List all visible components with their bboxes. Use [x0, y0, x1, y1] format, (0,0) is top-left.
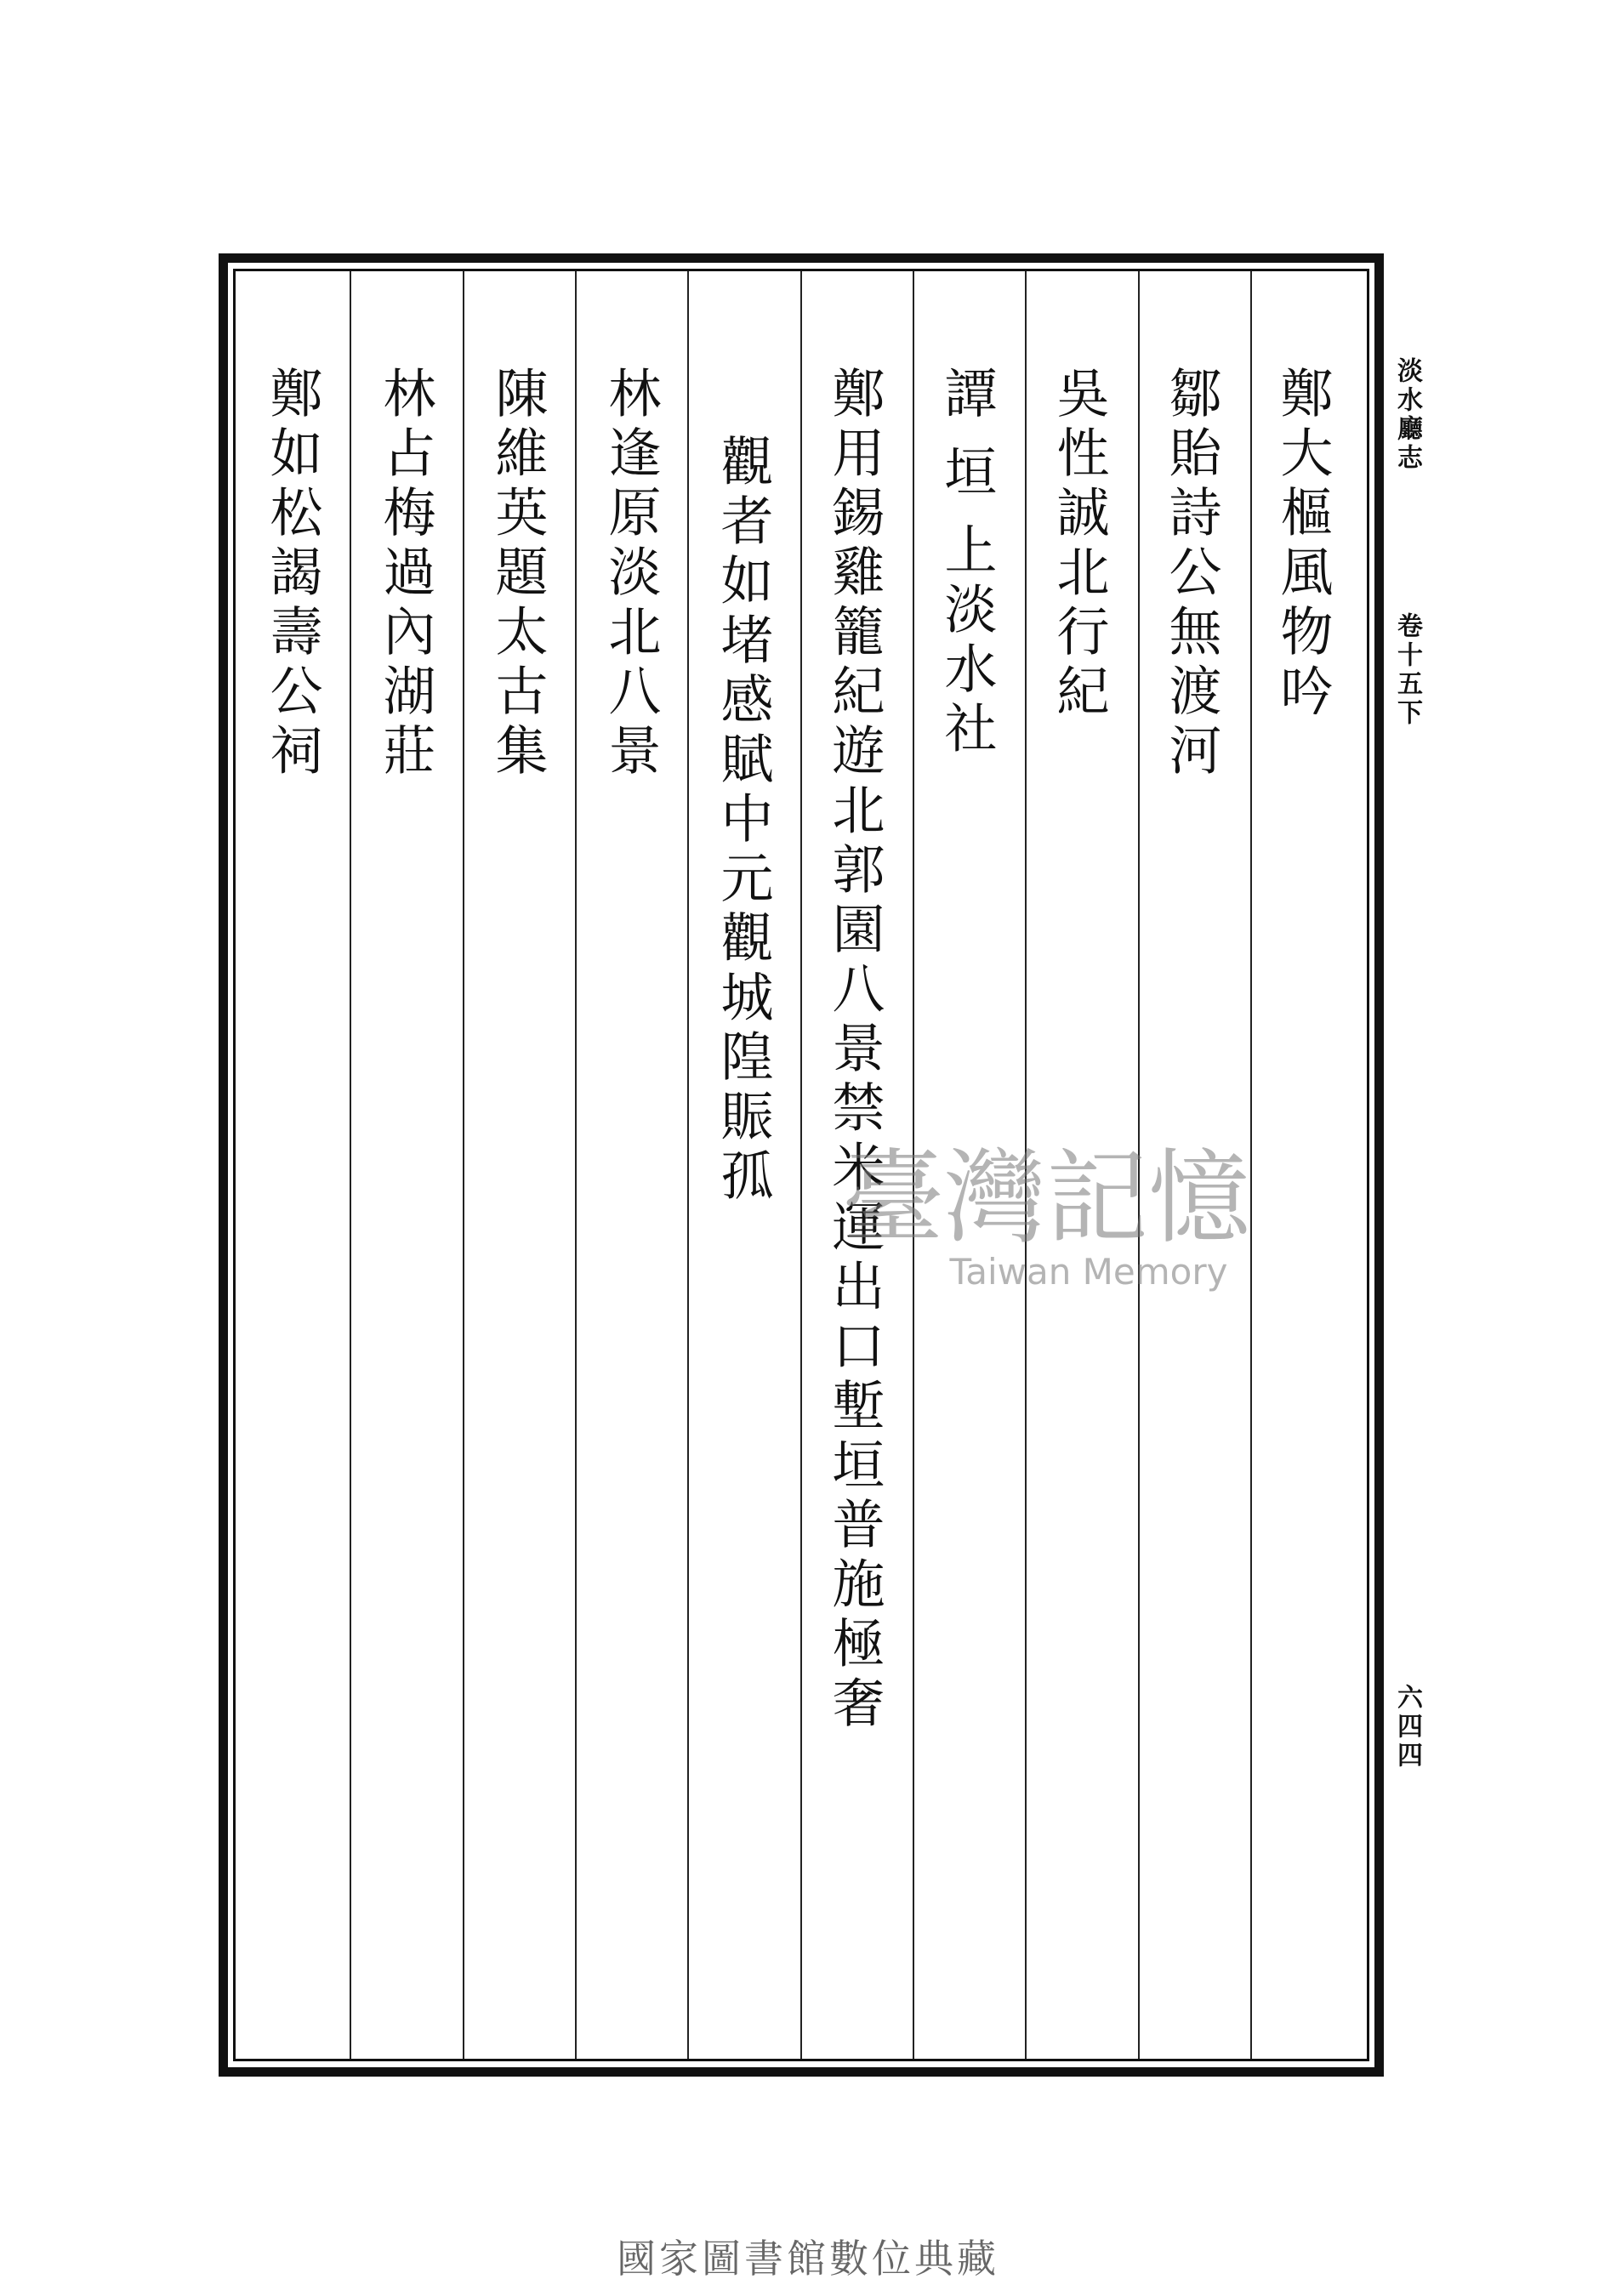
entry-title: 淡北八景	[600, 544, 662, 782]
entry	[712, 434, 820, 1208]
volume-label: 卷十五下	[1392, 612, 1422, 728]
entry-title: 題太古集	[487, 544, 549, 782]
entry-author: 鄒貽詩	[1160, 366, 1222, 544]
page-number: 六四四	[1392, 1684, 1422, 1770]
entry-author: 鄭大樞	[1272, 366, 1334, 544]
entry	[261, 366, 369, 782]
entry-author: 鄭用錫	[823, 366, 885, 544]
entry-title: 中元觀城隍賑孤	[712, 791, 774, 1208]
book-title: 淡水廳志	[1392, 357, 1422, 473]
entry-author: 譚垣	[936, 366, 998, 522]
entry-title: 過內湖莊	[374, 544, 436, 782]
footer-credit: 國家圖書館數位典藏	[617, 2236, 999, 2282]
entry-title: 風物吟	[1272, 544, 1334, 723]
entry	[1272, 366, 1380, 723]
entry-author: 吳性誠	[1048, 366, 1110, 544]
entry-title: 雞籠紀遊	[823, 544, 885, 782]
entry-title: 謁壽公祠	[261, 544, 323, 782]
watermark-chinese: 臺灣記憶	[842, 1139, 1250, 1258]
entry	[487, 366, 595, 782]
entry	[600, 366, 708, 782]
entry	[823, 366, 931, 1735]
entry-author: 陳維英	[487, 366, 549, 544]
entry-title: 觀者如堵感賦	[712, 434, 774, 791]
entry-title: 北行紀	[1048, 544, 1110, 723]
entry-title: 公無渡河	[1160, 544, 1222, 782]
entry-author: 林占梅	[374, 366, 436, 544]
entry-title: 塹垣普施極奢	[823, 1378, 885, 1735]
entry-author: 林逢原	[600, 366, 662, 544]
entry	[1048, 366, 1156, 723]
entry	[374, 366, 482, 782]
entry-title: 禁米運出口	[823, 1080, 885, 1378]
entry	[1160, 366, 1268, 782]
entry-title: 上淡水社	[936, 522, 998, 760]
entry-author: 鄭如松	[261, 366, 323, 544]
entry	[936, 366, 1027, 760]
entry-title: 北郭園八景	[823, 782, 885, 1080]
watermark-english: Taiwan Memory	[949, 1251, 1228, 1293]
